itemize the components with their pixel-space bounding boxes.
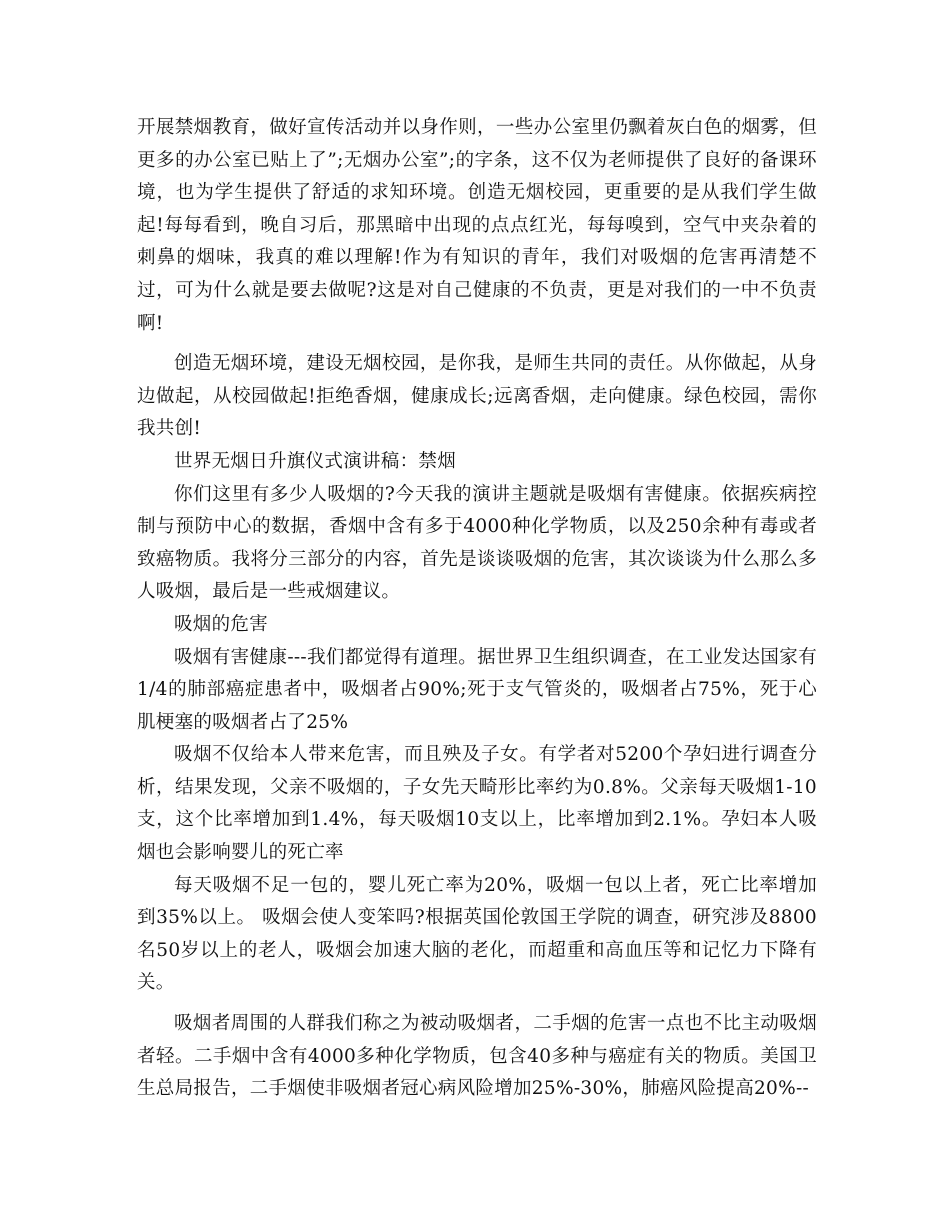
speech-title: 世界无烟日升旗仪式演讲稿：禁烟: [174, 450, 457, 472]
paragraph-children-harm: 吸烟不仅给本人带来危害，而且殃及子女。有学者对5200个孕妇进行调查分析，结果发现，父亲不吸烟的，子女先天畸形比率约为0.8%。父亲每天吸烟1-10支，这个比率增加到1.4%，每天吸烟10支以上，比率增加到2.1%。孕妇本人吸烟也会影响婴儿的死亡率: [137, 744, 817, 864]
paragraph-campus-smoking: 开展禁烟教育，做好宣传活动并以身作则，一些办公室里仍飘着灰白色的烟雾，但更多的办公室已贴上了”;无烟办公室”;的字条，这不仅为老师提供了良好的备课环境，也为学生提供了舒适的求知环境。创造无烟校园，更重要的是从我们学生做起!每每看到，晚自习后，那黑暗中出现的点点红光，每每嗅到，空气中夹杂着的刺鼻的烟味，我真的难以理解!作为有知识的青年，我们对吸烟的危害再清楚不过，可为什么就是要去做呢?这是对自己健康的不负责，更是对我们的一中不负责啊!: [137, 117, 817, 334]
paragraph-smoke-free-campus: 创造无烟环境，建设无烟校园，是你我，是师生共同的责任。从你做起，从身边做起，从校园做起!拒绝香烟，健康成长;远离香烟，走向健康。绿色校园，需你我共创!: [137, 353, 817, 440]
paragraph-who-survey: 吸烟有害健康---我们都觉得有道理。据世界卫生组织调查，在工业发达国家有1/4的肺部癌症患者中，吸烟者占90%;死于支气管炎的，吸烟者占75%，死于心肌梗塞的吸烟者占了25%: [137, 646, 817, 733]
paragraph-speech-intro: 你们这里有多少人吸烟的?今天我的演讲主题就是吸烟有害健康。依据疾病控制与预防中心的数据，香烟中含有多于4000种化学物质，以及250余种有毒或者致癌物质。我将分三部分的内容，首先是谈谈吸烟的危害，其次谈谈为什么那么多人吸烟，最后是一些戒烟建议。: [137, 483, 817, 603]
paragraph-secondhand-smoke: 吸烟者周围的人群我们称之为被动吸烟者，二手烟的危害一点也不比主动吸烟者轻。二手烟中含有4000多种化学物质，包含40多种与癌症有关的物质。美国卫生总局报告，二手烟使非吸烟者冠心病风险增加25%-30%，肺癌风险提高20%--: [137, 1013, 817, 1100]
document-page: [137, 112, 817, 1106]
section-heading-harms: 吸烟的危害: [174, 613, 269, 635]
paragraph-infant-mortality: 每天吸烟不足一包的，婴儿死亡率为20%，吸烟一包以上者，死亡比率增加到35%以上。 吸烟会使人变笨吗?根据英国伦敦国王学院的调查，研究涉及8800名50岁以上的老人，吸烟会加速大脑的老化，而超重和高血压等和记忆力下降有关。: [137, 874, 817, 994]
